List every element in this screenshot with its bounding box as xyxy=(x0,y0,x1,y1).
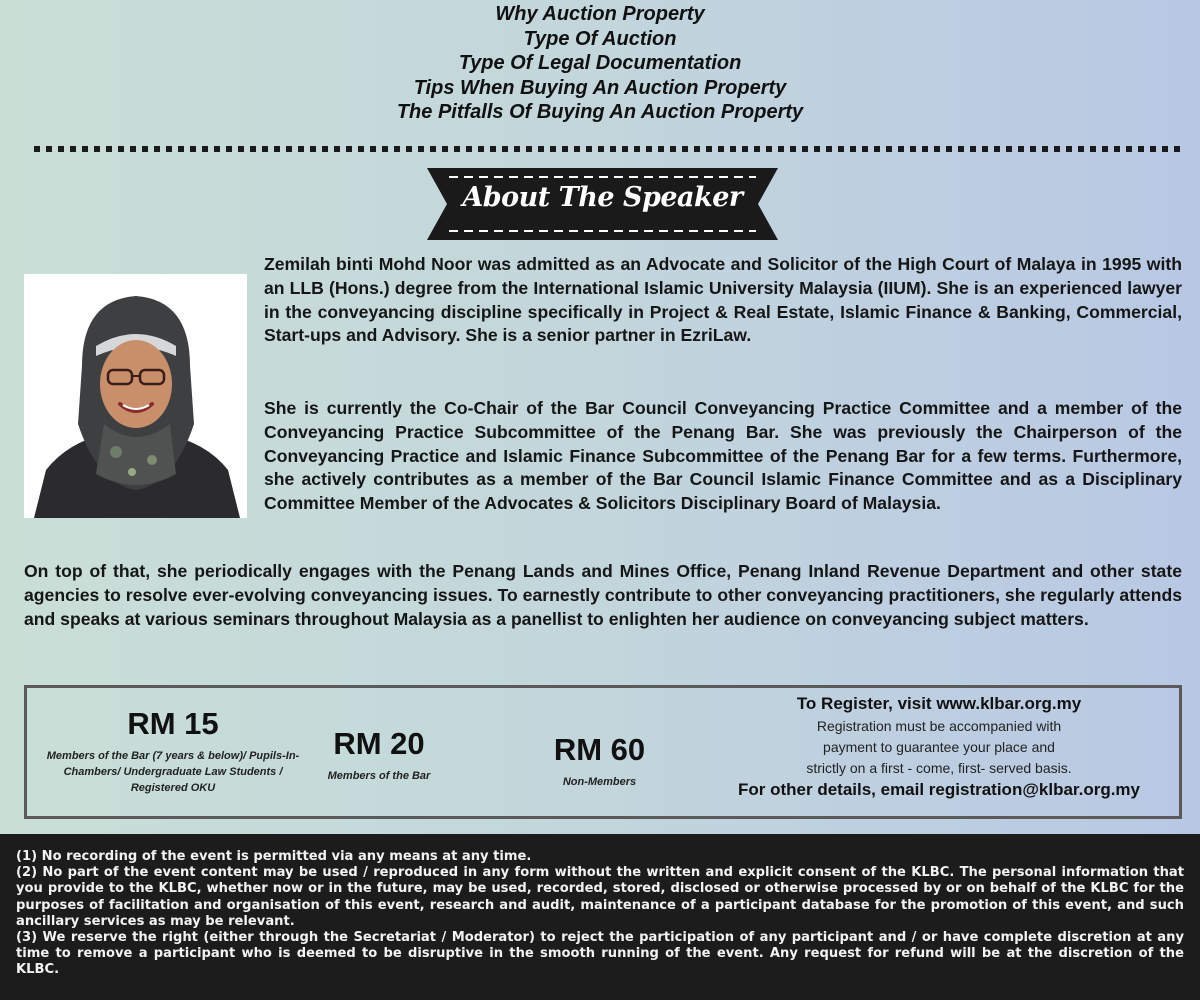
fee-tier xyxy=(309,726,449,784)
topic-item: Tips When Buying An Auction Property xyxy=(413,76,787,99)
registration-note-line: strictly on a first - come, first- served basis. xyxy=(806,760,1072,776)
speaker-photo xyxy=(24,274,247,518)
topic-item: The Pitfalls Of Buying An Auction Property xyxy=(396,101,804,123)
registration-info xyxy=(699,694,1179,800)
pricing-box xyxy=(24,685,1182,819)
terms-footer xyxy=(0,834,1200,1000)
speaker-bio-paragraph: On top of that, she periodically engages with the Penang Lands and Mines Office, Penang Inland Revenue Department and other state agencies to resolve ever-evolving conveyancing issues. To earnestly contribute to other conveyancing practitioners, she regularly attends and speaks at various seminars throughout Malaysia as a panellist to enlighten her audience on conveyancing subject matters. xyxy=(24,561,1182,629)
fee-label: Members of the Bar xyxy=(327,770,431,782)
registration-email-link[interactable]: For other details, email registration@klbar.org.my xyxy=(737,780,1140,799)
speaker-banner-title: About The Speaker xyxy=(462,182,743,213)
terms-item: (3) We reserve the right (either through the Secretariat / Moderator) to reject the participation of any participant and / or have complete discretion at any time to remove a participant who is deemed to be disruptive in the smooth running of the event. Any request for refund will be at the discretion of the KLBC. xyxy=(16,930,1184,978)
fee-amount: RM 20 xyxy=(333,726,425,761)
terms-item: (2) No part of the event content may be used / reproduced in any form without the written and explicit consent of the KLBC. The personal information that you provide to the KLBC, whether now or in the future, may be used, recorded, stored, disclosed or otherwise processed by or on behalf of the KLBC for the purposes of facilitation and organisation of this event, research and audit, maintenance of a participant database for the promotion of this event, and such ancillary services as may be relevant. xyxy=(16,865,1184,929)
speaker-banner xyxy=(427,168,778,240)
topic-item: Type Of Auction xyxy=(523,27,677,50)
fee-amount: RM 60 xyxy=(553,732,646,767)
fee-tier xyxy=(41,706,305,796)
speaker-bio-paragraph: She is currently the Co-Chair of the Bar Council Conveyancing Practice Committee and a member of the Conveyancing Practice Subcommittee of the Penang Bar. She was previously the Chairperson of the Conveyancing Practice and Islamic Finance Subcommittee of the Penang Bar for a few terms. Furthermore, she actively contributes as a member of the Bar Council Islamic Finance Committee and as a Disciplinary Committee Member of the Advocates & Solicitors Disciplinary Board of Malaysia. xyxy=(264,398,1182,514)
terms-item: (1) No recording of the event is permitted via any means at any time. xyxy=(16,849,532,864)
dotted-divider xyxy=(34,146,1180,152)
fee-label: Members of the Bar (7 years & below)/ Pupils-In-Chambers/ Undergraduate Law Students / Registered OKU xyxy=(46,750,300,794)
fee-label: Non-Members xyxy=(562,776,637,788)
fee-tier xyxy=(527,732,672,790)
topic-item: Why Auction Property xyxy=(495,3,705,25)
registration-note xyxy=(699,716,1179,779)
registration-note-line: Registration must be accompanied with xyxy=(816,718,1062,734)
registration-note-line: payment to guarantee your place and xyxy=(823,739,1055,755)
register-link[interactable]: To Register, visit www.klbar.org.my xyxy=(796,694,1082,713)
speaker-bio-paragraph: Zemilah binti Mohd Noor was admitted as an Advocate and Solicitor of the High Court of Malaya in 1995 with an LLB (Hons.) degree from the International Islamic University Malaysia (IIUM). She is an experienced lawyer in the conveyancing discipline specifically in Project & Real Estate, Islamic Finance & Banking, Commercial, Start-ups and Advisory. She is a senior partner in EzriLaw. xyxy=(264,254,1182,346)
fee-amount: RM 15 xyxy=(127,706,219,741)
topic-item: Type Of Legal Documentation xyxy=(458,52,742,74)
topics-list xyxy=(0,2,1200,125)
